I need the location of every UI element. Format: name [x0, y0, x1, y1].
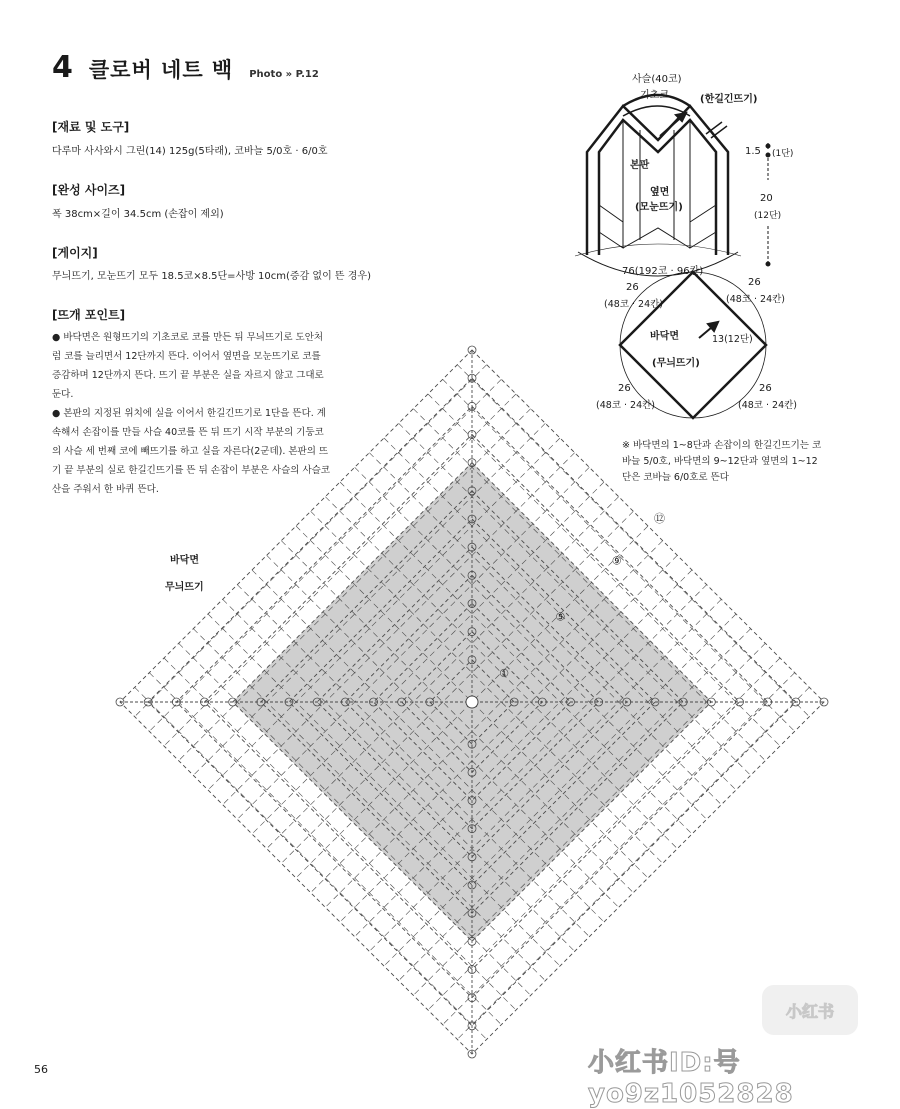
handle-label: 사슬(40코) — [632, 74, 682, 85]
top-height-rows: (1단) — [772, 149, 794, 159]
base-edge-tr-sub: (48코 · 24칸) — [726, 294, 786, 305]
gauge-heading: [게이지] — [52, 246, 98, 260]
size-text: 폭 38cm×길이 34.5cm (손잡이 제외) — [52, 209, 224, 220]
row-marker-1: ① — [499, 666, 509, 680]
chart-sub-label: 무늬뜨기 — [165, 582, 204, 593]
row-marker-5: ⑤ — [555, 610, 566, 624]
base-radius-label: 13(12단) — [712, 334, 753, 345]
needle-note: ※ 바닥면의 1~8단과 손잡이의 한길긴뜨기는 코바늘 5/0호, 바닥면의 9~12단과 옆면의 1~12단은 코바늘 6/0호로 뜬다 — [622, 440, 822, 483]
body-label: 본판 — [630, 160, 650, 171]
side-height-value: 20 — [760, 193, 773, 204]
materials-text: 다루마 사사와시 그린(14) 125g(5타래), 코바늘 5/0호 · 6/0호 — [52, 146, 328, 157]
side-height-rows: (12단) — [754, 211, 782, 221]
bullet-icon: ● — [52, 408, 61, 419]
base-edge-tl-value: 26 — [626, 282, 639, 293]
gauge-text: 무늬뜨기, 모눈뜨기 모두 18.5코×8.5단=사방 10cm(증감 없이 뜬 경우) — [52, 271, 371, 282]
base-edge-tr-value: 26 — [748, 277, 761, 288]
watermark-logo: 小红书 — [762, 985, 858, 1035]
bullet-icon: ● — [52, 332, 61, 343]
pattern-title: 클로버 네트 백 — [88, 58, 234, 82]
side-label: 옆면 — [650, 187, 670, 198]
base-edge-br-sub: (48코 · 24칸) — [738, 400, 798, 411]
side-sub: (모눈뜨기) — [635, 202, 683, 213]
base-title: 바닥면 — [650, 331, 679, 342]
materials-heading: [재료 및 도구] — [52, 120, 130, 134]
base-edge-bl-sub: (48코 · 24칸) — [596, 400, 656, 411]
row-marker-12: ⑫ — [654, 512, 665, 525]
base-edge-bl-value: 26 — [618, 383, 631, 394]
handle-sub: 기초코 — [640, 90, 669, 101]
base-edge-br-value: 26 — [759, 383, 772, 394]
photo-reference: Photo » P.12 — [249, 69, 319, 80]
top-height-value: 1.5 — [745, 146, 761, 157]
base-sub: (무늬뜨기) — [652, 358, 700, 369]
base-edge-tl-sub: (48코 · 24칸) — [604, 299, 664, 310]
row-marker-9: ⑨ — [611, 554, 622, 568]
magic-ring — [466, 696, 478, 708]
page-number: 56 — [34, 1063, 48, 1076]
point-text-1: 바닥면은 원형뜨기의 기초코로 코를 만든 뒤 무늬뜨기로 도안처럼 코를 늘리면서 12단까지 뜬다. 이어서 옆면을 모눈뜨기로 코를 증감하며 12단까지 뜬다. 뜨기 끝 부분은 실을 자르지 않고 그대로 둔다. — [52, 332, 324, 400]
edge-label: (한길긴뜨기) — [700, 94, 758, 105]
points-heading: [뜨개 포인트] — [52, 308, 126, 322]
chart-label: 바닥면 — [170, 555, 199, 566]
point-text-2: 본판의 지정된 위치에 실을 이어서 한길긴뜨기로 1단을 뜬다. 계속해서 손잡이를 만들 사슬 40코를 뜬 뒤 뜨기 시작 부분의 기둥코의 사슬 세 번째 코에 빼뜨기를 하고 실을 자른다(2군데). 본판의 뜨기 끝 부분의 실로 한길긴뜨기를 뜬 뒤 손잡이 부분은 사슬의 사슬코 산을 주워서 한 바퀴 뜬다. — [52, 408, 330, 495]
watermark-id: 小红书ID:号yo9z1052828 — [588, 1048, 794, 1109]
width-label: 76(192코 · 96칸) — [622, 266, 704, 277]
size-heading: [완성 사이즈] — [52, 183, 126, 197]
pattern-number: 4 — [52, 50, 73, 85]
